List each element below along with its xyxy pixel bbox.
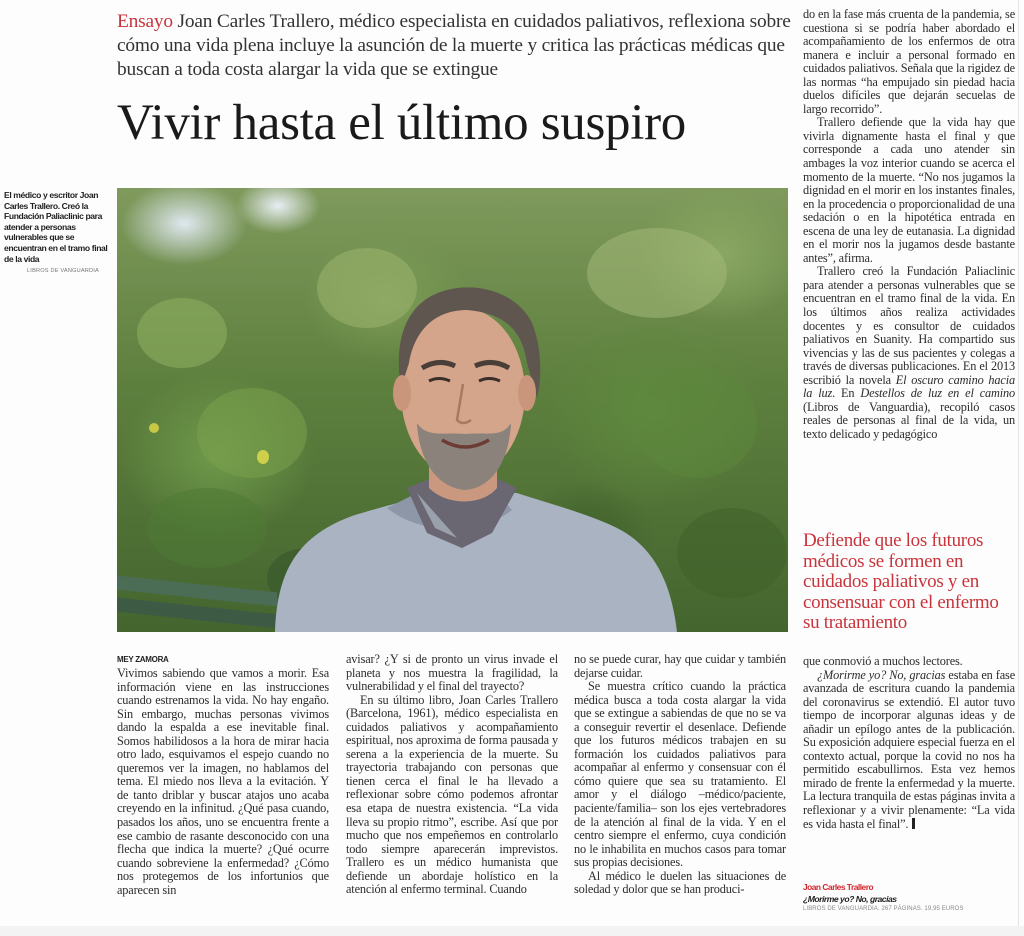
end-mark-icon [912, 818, 915, 829]
body-column-4-bottom [803, 655, 1015, 831]
page-edge [0, 926, 1024, 936]
section-kicker: Ensayo [117, 11, 173, 32]
text-run: (Libros de Vanguardia), recopiló casos reales de personas al final de la vida, un texto delicado y pedagógico [803, 399, 1015, 441]
paragraph: do en la fase más cruenta de la pandemia, se cuestiona si se podría haber abordado el acompañamiento de los enfermos de otra manera e incluir a personal formado en cuidados paliativos. Señala que la rigidez de las normas “ha empujado sin piedad hacia duelos difíciles que dejarán secuelas de largo recorrido”. [803, 7, 1015, 116]
book-title-italic: Destellos de luz en el camino [860, 386, 1015, 401]
paragraph [803, 669, 1015, 832]
paragraph: Se muestra crítico cuando la práctica médica busca a toda costa alargar la vida que se extingue a sabiendas de que no se va a conseguir revertir el desenlace. Defiende que los futuros médicos trabajen en su formación los cuidados paliativos para acompañar al enfermo y consensuar con él cómo quiere que sea su tratamiento. El amor y el diálogo –médico/paciente, paciente/familia– son los ejes vertebradores de la atención al final de la vida. Y en el centro siempre el enfermo, cuya condición no le inhabilita en muchos casos para tomar sus propias decisiones. [574, 679, 786, 870]
book-title: ¿Morirme yo? No, gracias [803, 894, 897, 904]
body-column-2 [346, 653, 558, 897]
article-deck [117, 10, 797, 82]
deck-text: Joan Carles Trallero, médico especialista en cuidados paliativos, reflexiona sobre cómo una vida plena incluye la asunción de la muerte y critica las prácticas médicas que buscan a toda costa alargar la vida que se extingue [117, 11, 791, 80]
paragraph: Trallero defiende que la vida hay que vivirla dignamente hasta el final y que corresponde a cada uno atender sin ambages la voz interior cuando se acerca el momento de la muerte. “No nos jugamos la dignidad en el morir en los instantes finales, en la procedencia o proporcionalidad de una sedación o en la hipotética entrada en escena de una ley de eutanasia. La dignidad en el morir nos la jugamos desde bastante antes”, afirma. [803, 115, 1015, 265]
column-rule [1018, 0, 1019, 926]
book-title-italic: ¿Morirme yo? No, gracias [817, 667, 946, 682]
body-column-4-top [803, 8, 1015, 442]
text-run: estaba en fase avanzada de escritura cuando la pandemia del coronavirus se extendió. El autor tuvo tiempo de incorporar algunas ideas y de añadir un epílogo antes de la publicación. Su exposición adquiere especial fuerza en el contexto actual, porque la covid no nos ha permitido escabullirnos. Esta vez hemos mirado de frente la enfermedad y la muerte. La lectura tranquila de estas páginas invita a reflexionar y a vivir plenamente: “La vida es vida hasta el final”. [803, 667, 1015, 831]
paragraph: Vivimos sabiendo que vamos a morir. Esa información viene en las instrucciones cuando estrenamos la vida. No hay engaño. Sin embargo, muchas personas vivimos dando la espalda a ese inevitable final. Somos habilidosos a la hora de mirar hacia otro lado, esquivamos el espejo cuando no queremos ver la imagen, no hablamos del tema. El miedo nos lleva a la evitación. Y de tanto driblar y buscar atajos uno acaba creyendo en la infinitud. ¿Qué pasa cuando, pasados los años, uno se encuentra frente a ese cambio de rasante desconocido con una flecha que indica la muerte? ¿Qué ocurre cuando sobreviene la enfermedad? ¿Cómo nos protegemos de los infortunios que aparecen sin [117, 666, 329, 897]
book-info [803, 882, 1018, 914]
pull-quote: Defiende que los futuros médicos se formen en cuidados paliativos y en consensuar con el enfermo su tratamiento [803, 530, 999, 634]
photo-caption [4, 190, 112, 277]
paragraph: avisar? ¿Y si de pronto un virus invade el planeta y nos muestra la fragilidad, la vulnerabilidad y el final del trayecto? [346, 652, 558, 694]
text-run: . En [832, 386, 861, 401]
byline: MEY ZAMORA [117, 655, 169, 664]
book-title-italic: El oscuro camino hacia la luz [803, 372, 1015, 401]
paragraph: no se puede curar, hay que cuidar y también dejarse cuidar. [574, 652, 786, 680]
paragraph: que conmovió a muchos lectores. [803, 654, 963, 668]
body-column-3 [574, 653, 786, 897]
photo-credit: LIBROS DE VANGUARDIA [27, 268, 99, 275]
text-run: Trallero creó la Fundación Paliaclinic para atender a personas vulnerables que se encuentran en el tramo final de la vida. En los últimos años realiza actividades docentes y es consultor de cuidados paliativos en Suanity. Ha compartido sus vivencias y las de sus pacientes y colegas a través de diversas publicaciones. En el 2013 escribió la novela [803, 264, 1015, 387]
author-photo [117, 188, 788, 632]
paragraph: Al médico le duelen las situaciones de soledad y dolor que se han produci- [574, 868, 786, 897]
paragraph: En su último libro, Joan Carles Trallero (Barcelona, 1961), médico especialista en cuidados paliativos y acompañamiento espiritual, nos aproxima de forma pausada y serena a la experiencia de la muerte. Su trayectoria trabajando con personas que tienen cerca el final le ha llevado a reflexionar sobre cómo podemos afrontar esa etapa de nuestra existencia. “La vida lleva su propio ritmo”, escribe. Así que por mucho que nos empeñemos en controlarlo todo siempre aparecerán imprevistos. Trallero es un médico humanista que defiende un abordaje holístico en la atención al enfermo terminal. Cuando [346, 692, 558, 897]
book-meta: LIBROS DE VANGUARDIA. 267 PÁGINAS. 19,95 EUROS [803, 906, 964, 912]
body-column-1 [117, 655, 329, 897]
book-author: Joan Carles Trallero [803, 882, 874, 892]
headline: Vivir hasta el último suspiro [117, 95, 687, 151]
person-illustration [117, 188, 788, 632]
caption-text: El médico y escritor Joan Carles Trallero. Creó la Fundación Paliaclinic para atender a personas vulnerables que se encuentran en el tramo final de la vida [4, 190, 108, 264]
paragraph [803, 265, 1015, 441]
